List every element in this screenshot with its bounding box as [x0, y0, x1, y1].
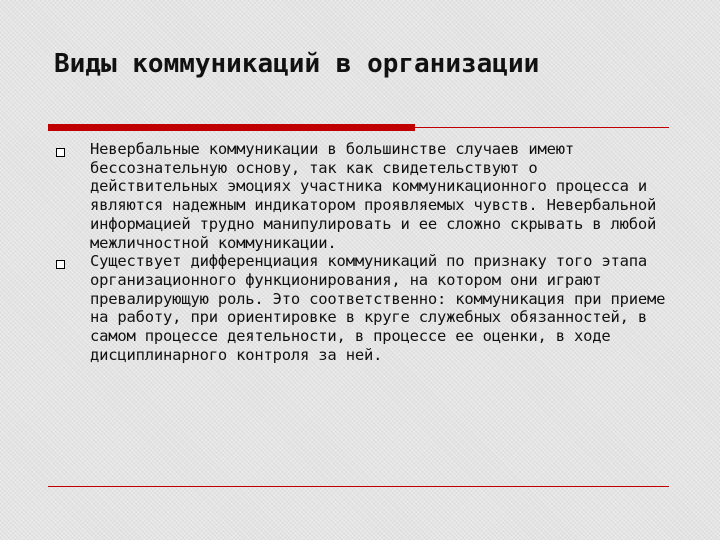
title-underline-accent-bar	[48, 124, 415, 131]
hollow-square-bullet-icon	[56, 260, 65, 269]
bullet-list	[54, 140, 674, 364]
bullet-item	[54, 252, 674, 364]
hollow-square-bullet-icon	[56, 148, 65, 157]
bullet-text: Существует дифференциация коммуникаций по признаку того этапа организационного функционирования, на котором они играют превалирующую роль. Это соответственно: коммуникация при приеме на работу, при ориентировке в круге служебных обязанностей, в самом процессе деятельности, в процессе ее оценки, в ходе дисциплинарного контроля за ней.	[90, 252, 666, 364]
bullet-item	[54, 140, 674, 252]
footer-rule	[48, 486, 669, 487]
bullet-text: Невербальные коммуникации в большинстве случаев имеют бессознательную основу, так как свидетельствуют о действительных эмоциях участника коммуникационного процесса и являются надежным индикатором проявляемых чувств. Невербальной информацией трудно манипулировать и ее сложно скрывать в любой межличностной коммуникации.	[90, 140, 657, 252]
slide-title: Виды коммуникаций в организации	[54, 49, 540, 79]
